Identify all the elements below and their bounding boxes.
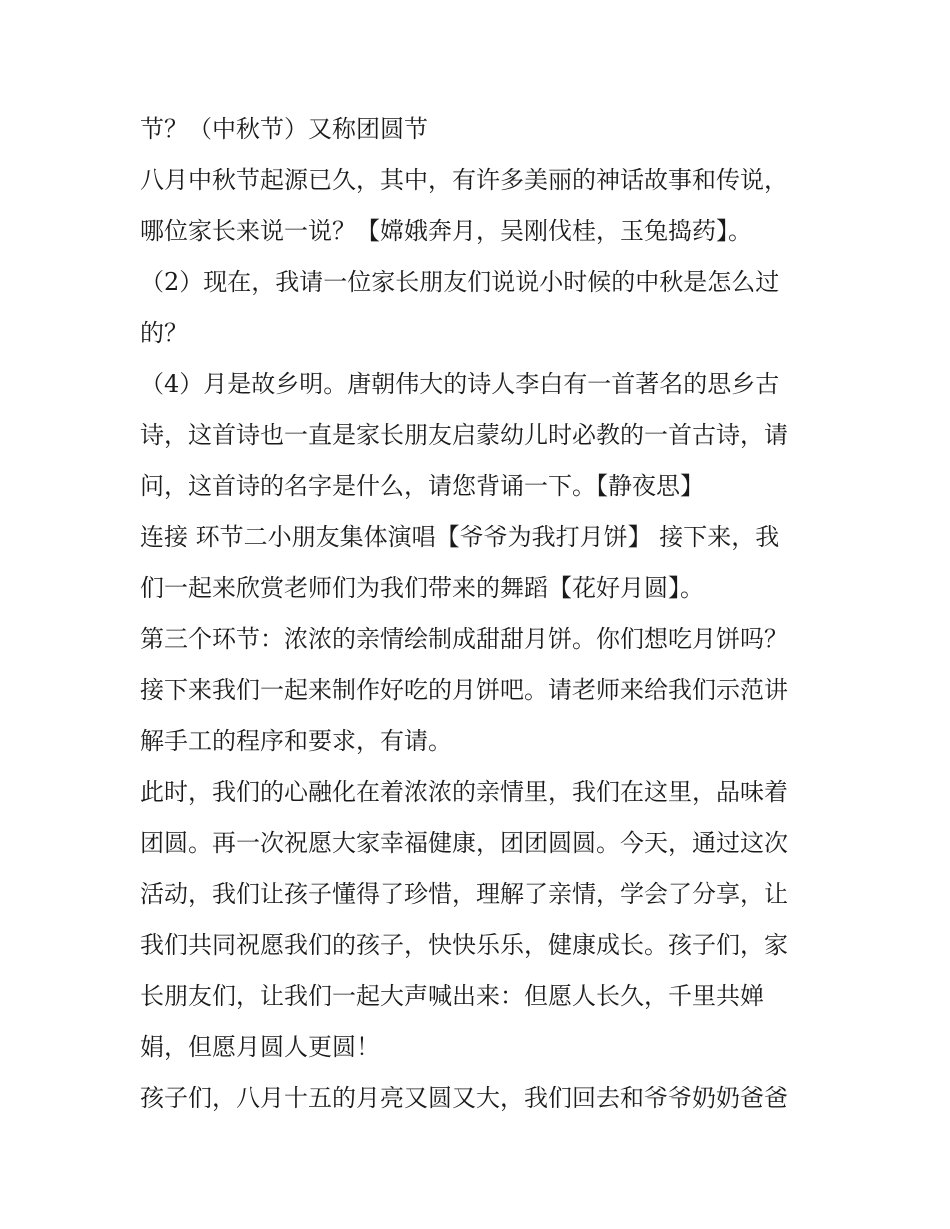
text-line: 解手工的程序和要求，有请。 — [140, 727, 452, 755]
text-line: 团圆。再一次祝愿大家幸福健康，团团圆圆。今天，通过这次 — [140, 829, 788, 857]
text-line: （4）月是故乡明。唐朝伟大的诗人李白有一首著名的思乡古 — [140, 370, 780, 398]
text-line: 哪位家长来说一说？【嫦娥奔月，吴刚伐桂，玉兔捣药】。 — [140, 217, 752, 245]
text-line: 接下来我们一起来制作好吃的月饼吧。请老师来给我们示范讲 — [140, 676, 788, 704]
text-line: 长朋友们，让我们一起大声喊出来：但愿人长久，千里共婵 — [140, 982, 764, 1010]
text-line: 的？ — [140, 319, 188, 347]
text-line: （2）现在，我请一位家长朋友们说说小时候的中秋是怎么过 — [140, 268, 780, 296]
text-line: 节？（中秋节）又称团圆节 — [140, 115, 428, 143]
document-body — [140, 104, 820, 1124]
text-line: 孩子们，八月十五的月亮又圆又大，我们回去和爷爷奶奶爸爸 — [140, 1084, 788, 1112]
text-line: 问，这首诗的名字是什么，请您背诵一下。【静夜思】 — [140, 472, 704, 500]
text-line: 连接 环节二小朋友集体演唱【爷爷为我打月饼】 接下来，我 — [140, 523, 780, 551]
text-line: 活动，我们让孩子懂得了珍惜，理解了亲情，学会了分享，让 — [140, 880, 788, 908]
text-line: 我们共同祝愿我们的孩子，快快乐乐，健康成长。孩子们，家 — [140, 931, 788, 959]
text-line: 们一起来欣赏老师们为我们带来的舞蹈【花好月圆】。 — [140, 574, 704, 602]
text-line: 第三个环节：浓浓的亲情绘制成甜甜月饼。你们想吃月饼吗？ — [140, 625, 788, 653]
text-line: 娟，但愿月圆人更圆！ — [140, 1033, 380, 1061]
text-line: 此时，我们的心融化在着浓浓的亲情里，我们在这里，品味着 — [140, 778, 788, 806]
text-line: 八月中秋节起源已久，其中，有许多美丽的神话故事和传说， — [140, 166, 788, 194]
text-line: 诗，这首诗也一直是家长朋友启蒙幼儿时必教的一首古诗，请 — [140, 421, 788, 449]
